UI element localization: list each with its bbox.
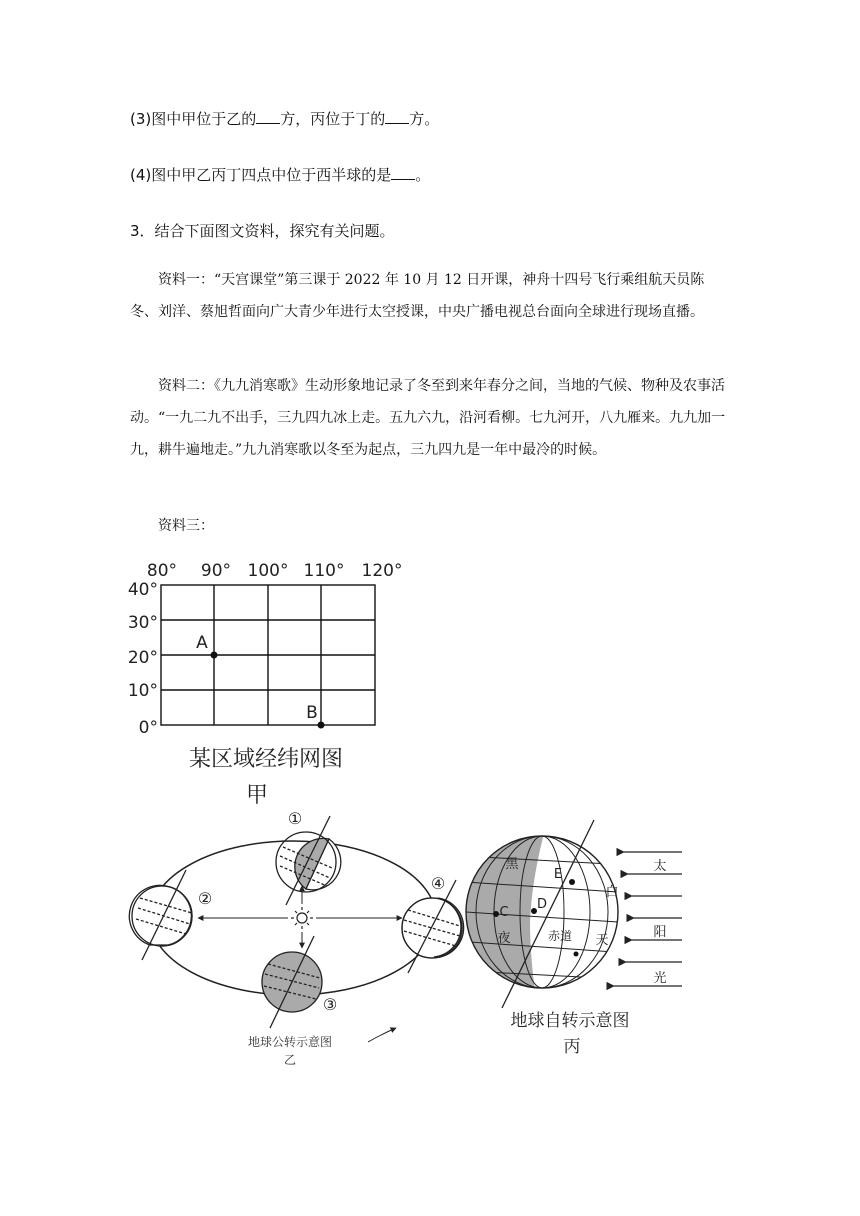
figure-yi-name: 乙 bbox=[283, 1053, 297, 1067]
position-4-label: ④ bbox=[430, 874, 446, 893]
lat-label: 10° bbox=[127, 681, 158, 701]
lon-label: 110° bbox=[303, 561, 345, 581]
answer-blank bbox=[385, 109, 409, 124]
figure-bing-caption: 地球自转示意图 bbox=[510, 1011, 630, 1031]
point-b-label: B bbox=[306, 703, 318, 723]
lat-label: 0° bbox=[138, 718, 158, 738]
material-2: 资料二：《九九消寒歌》生动形象地记录了冬至到来年春分之间，当地的气候、物种及农事活动。“一九二九不出手，三九四九冰上走。五九六九，沿河看柳。七九河开，八九雁来。九九加一九，耕牛遍地走。”九九消寒歌以冬至为起点，三九四九是一年中最冷的时候。 bbox=[130, 378, 726, 458]
answer-blank bbox=[256, 109, 280, 124]
label-ye: 夜 bbox=[497, 931, 511, 946]
figure-yi-revolution bbox=[120, 800, 470, 1080]
lat-label: 40° bbox=[127, 580, 158, 600]
lon-label: 80° bbox=[146, 561, 178, 581]
label-bai: 白 bbox=[605, 885, 619, 900]
figure-bing-rotation bbox=[460, 812, 710, 1072]
label-c: C bbox=[499, 905, 509, 920]
question-4: (4)图中甲乙丙丁四点中位于西半球的是 。 bbox=[130, 166, 431, 184]
point-e bbox=[569, 879, 575, 885]
lat-label: 30° bbox=[127, 613, 158, 633]
answer-blank bbox=[391, 165, 415, 180]
label-e: E bbox=[553, 867, 563, 882]
point-a-label: A bbox=[196, 633, 208, 653]
earth-position-1 bbox=[276, 816, 341, 905]
figure-jia-grid-map bbox=[120, 552, 420, 812]
figure-jia-name: 甲 bbox=[245, 783, 269, 808]
sunlight-label: 太 bbox=[653, 859, 667, 874]
figure-bing-name: 丙 bbox=[563, 1037, 581, 1057]
material-3: 资料三： bbox=[158, 518, 214, 534]
section-3-heading: 3．结合下面图文资料，探究有关问题。 bbox=[130, 222, 395, 240]
point-b bbox=[318, 722, 325, 729]
earth-position-4 bbox=[402, 880, 464, 973]
label-tian: 天 bbox=[595, 933, 609, 948]
position-1-label: ① bbox=[287, 809, 303, 828]
figure-jia-caption: 某区域经纬网图 bbox=[188, 747, 344, 772]
label-hei: 黑 bbox=[505, 857, 519, 872]
position-3-label: ③ bbox=[322, 995, 338, 1014]
question-3: (3)图中甲位于乙的 方，丙位于丁的 方。 bbox=[130, 110, 440, 128]
label-d: D bbox=[536, 897, 548, 912]
lat-label: 20° bbox=[127, 648, 158, 668]
figure-yi-caption: 地球公转示意图 bbox=[247, 1035, 333, 1049]
point-c bbox=[493, 911, 499, 917]
earth-position-3 bbox=[262, 936, 322, 1028]
material-1: 资料一：“天宫课堂”第三课于 2022 年 10 月 12 日开课，神舟十四号飞行乘组航天员陈冬、刘洋、蔡旭哲面向广大青少年进行太空授课，中央广播电视总台面向全球进行现场直播。 bbox=[130, 272, 705, 320]
lon-label: 100° bbox=[247, 561, 289, 581]
lon-label: 90° bbox=[200, 561, 232, 581]
lon-label: 120° bbox=[361, 561, 403, 581]
sunlight-label: 光 bbox=[653, 971, 667, 986]
point-a bbox=[211, 652, 218, 659]
earth-position-2 bbox=[129, 870, 192, 960]
position-2-label: ② bbox=[197, 889, 213, 908]
sunlight-label: 阳 bbox=[653, 925, 667, 940]
sun-icon bbox=[291, 907, 313, 929]
label-chidao: 赤道 bbox=[547, 929, 573, 943]
